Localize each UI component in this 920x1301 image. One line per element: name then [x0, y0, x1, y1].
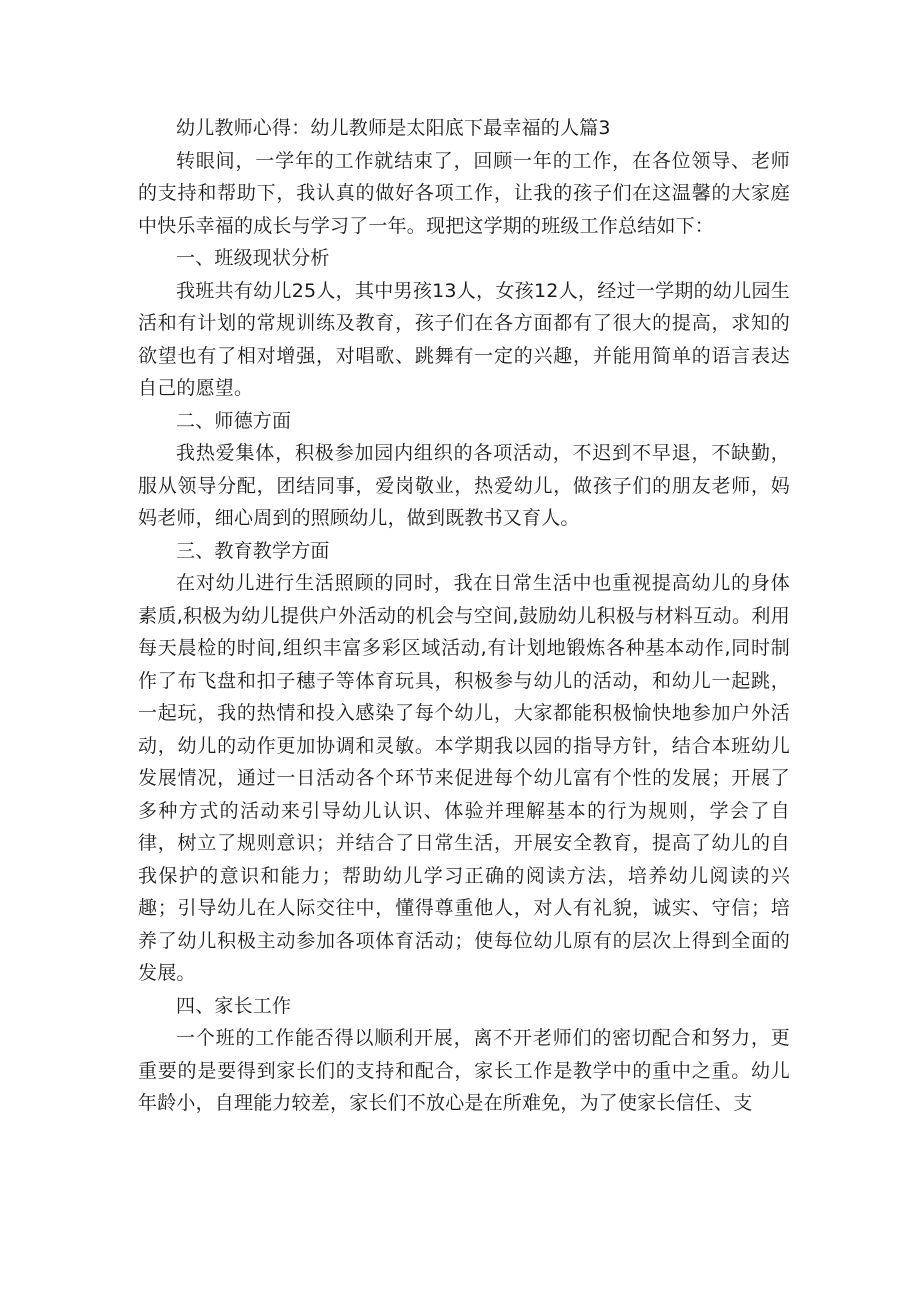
section-body-class-status: 我班共有幼儿25人，其中男孩13人，女孩12人，经过一学期的幼儿园生活和有计划的常规训练及教育，孩子们在各方面都有了很大的提高，求知的欲望也有了相对增强，对唱歌、跳舞有一定的兴趣，并能用简单的语言表达自己的愿望。 — [138, 279, 790, 399]
section-heading-class-status: 一、班级现状分析 — [176, 247, 330, 269]
section-heading-teacher-ethics: 二、师德方面 — [176, 409, 292, 432]
section-heading-parent-work: 四、家长工作 — [176, 994, 292, 1017]
document-content — [138, 112, 790, 1120]
document-title: 幼儿教师心得：幼儿教师是太阳底下最幸福的人篇3 — [176, 117, 611, 139]
section-heading-teaching: 三、教育教学方面 — [176, 539, 330, 562]
section-body-parent-work: 一个班的工作能否得以顺利开展，离不开老师们的密切配合和努力，更重要的是要得到家长们的支持和配合，家长工作是教学中的重中之重。幼儿年龄小，自理能力较差，家长们不放心是在所难免，为了使家长信任、支 — [138, 1027, 790, 1114]
section-body-teaching: 在对幼儿进行生活照顾的同时，我在日常生活中也重视提高幼儿的身体素质,积极为幼儿提供户外活动的机会与空间,鼓励幼儿积极与材料互动。利用每天晨检的时间,组织丰富多彩区域活动,有计划地锻炼各种基本动作,同时制作了布飞盘和扣子穗子等体育玩具，积极参与幼儿的活动，和幼儿一起跳，一起玩，我的热情和投入感染了每个幼儿，大家都能积极愉快地参加户外活动，幼儿的动作更加协调和灵敏。本学期我以园的指导方针，结合本班幼儿发展情况，通过一日活动各个环节来促进每个幼儿富有个性的发展；开展了多种方式的活动来引导幼儿认识、体验并理解基本的行为规则，学会了自律，树立了规则意识；并结合了日常生活，开展安全教育，提高了幼儿的自我保护的意识和能力；帮助幼儿学习正确的阅读方法，培养幼儿阅读的兴趣；引导幼儿在人际交往中，懂得尊重他人，对人有礼貌，诚实、守信；培养了幼儿积极主动参加各项体育活动；使每位幼儿原有的层次上得到全面的发展。 — [138, 572, 790, 984]
section-body-teacher-ethics: 我热爱集体，积极参加园内组织的各项活动，不迟到不早退，不缺勤，服从领导分配，团结同事，爱岗敬业，热爱幼儿，做孩子们的朋友老师，妈妈老师，细心周到的照顾幼儿，做到既教书又育人。 — [138, 442, 790, 529]
intro-paragraph: 转眼间，一学年的工作就结束了，回顾一年的工作，在各位领导、老师的支持和帮助下，我认真的做好各项工作，让我的孩子们在这温馨的大家庭中快乐幸福的成长与学习了一年。现把这学期的班级工作总结如下： — [138, 149, 790, 237]
